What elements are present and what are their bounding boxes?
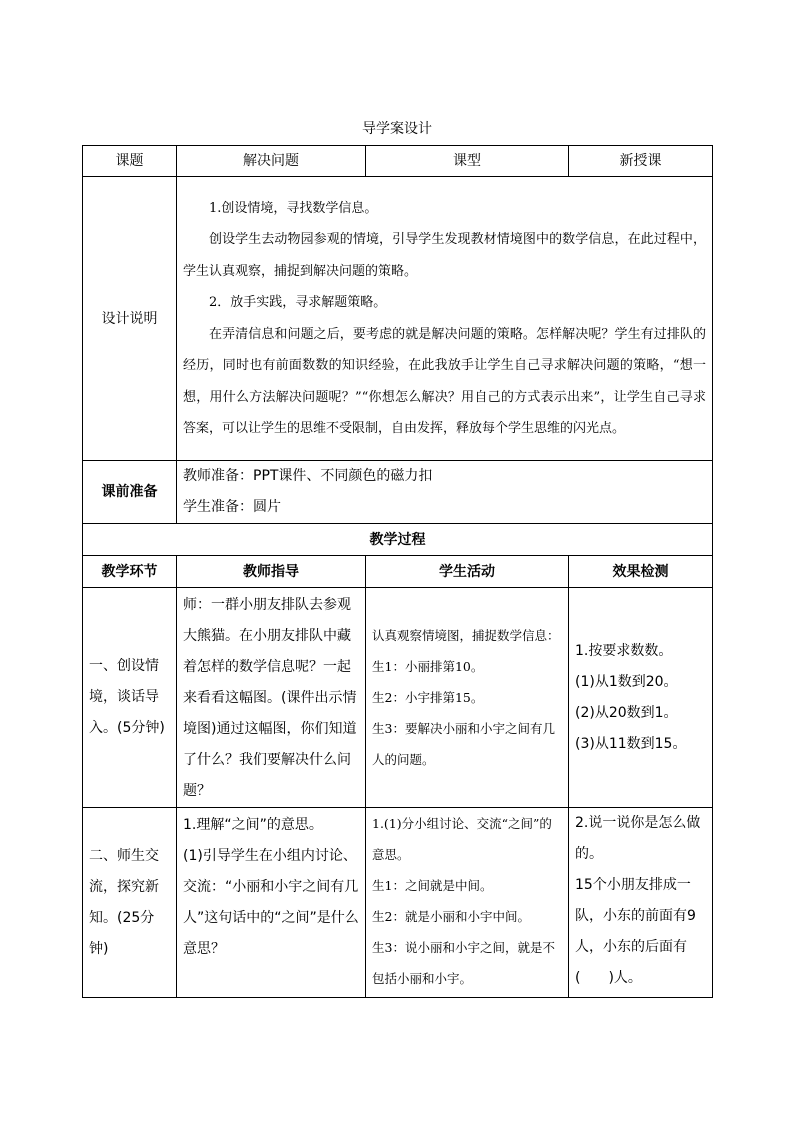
check-cell — [569, 588, 713, 808]
process-row-1 — [83, 588, 713, 808]
student-cell — [366, 588, 569, 808]
design-content — [177, 177, 713, 461]
stage-cell — [83, 808, 177, 998]
document-title: 导学案设计 — [362, 121, 432, 137]
student-line: 生1：之间就是中间。 — [372, 878, 493, 893]
teacher-cell — [177, 588, 366, 808]
design-paragraph: 2．放手实践，寻求解题策略。 — [209, 295, 387, 310]
teacher-text: 师：一群小朋友排队去参观大熊猫。在小朋友排队中藏着怎样的数学信息呢？一起来看看这幅图。(课件出示情境图)通过这幅图，你们知道了什么？我们要解决什么问题？ — [183, 597, 357, 799]
type-label: 课型 — [366, 146, 569, 177]
design-paragraph: 在弄清信息和问题之后，要考虑的就是解决问题的策略。怎样解决呢？学生有过排队的经历，同时也有前面数数的知识经验，在此我放手让学生自己寻求解决问题的策略，“想一想，用什么方法解决问题呢？”“你想怎么解决？用自己的方式表示出来”，让学生自己寻求答案，可以让学生的思维不受限制，自由发挥，释放每个学生思维的闪光点。 — [183, 326, 706, 436]
design-label: 设计说明 — [83, 177, 177, 461]
check-line: (1)从1数到20。 — [575, 673, 678, 690]
header-row — [83, 146, 713, 177]
student-line: 1.(1)分小组讨论、交流“之间”的意思。 — [372, 816, 552, 862]
student-line: 生3：说小丽和小宇之间，就是不包括小丽和小宇。 — [372, 940, 555, 986]
design-paragraph: 1.创设情境，寻找数学信息。 — [209, 200, 378, 216]
design-row — [83, 177, 713, 461]
stage-text: 一、创设情境，谈话导入。(5分钟) — [89, 658, 165, 736]
student-line: 生1：小丽排第10。 — [372, 659, 484, 674]
check-line: 2.说一说你是怎么做的。 — [575, 815, 701, 862]
student-cell — [366, 808, 569, 998]
topic-label: 课题 — [83, 146, 177, 177]
student-line: 认真观察情境图，捕捉数学信息： — [372, 628, 560, 643]
teacher-line: 1.理解“之间”的意思。 — [183, 817, 323, 833]
process-row-2 — [83, 808, 713, 998]
prep-label: 课前准备 — [83, 461, 177, 524]
student-line: 生2：小宇排第15。 — [372, 690, 484, 705]
check-cell — [569, 808, 713, 998]
topic-value: 解决问题 — [177, 146, 366, 177]
student-line: 生2：就是小丽和小宇中间。 — [372, 909, 530, 924]
stage-text: 二、师生交流，探究新知。(25分钟) — [89, 847, 159, 957]
stage-cell — [83, 588, 177, 808]
process-header-row — [83, 556, 713, 588]
prep-student: 学生准备：圆片 — [183, 499, 281, 515]
column-header-student: 学生活动 — [366, 556, 569, 588]
check-line: (2)从20数到1。 — [575, 704, 678, 721]
student-line: 生3：要解决小丽和小宇之间有几人的问题。 — [372, 721, 555, 767]
check-line: 1.按要求数数。 — [575, 642, 673, 659]
prep-teacher: 教师准备：PPT课件、不同颜色的磁力扣 — [183, 468, 433, 484]
teacher-cell — [177, 808, 366, 998]
teacher-line: (1)引导学生在小组内讨论、交流：“小丽和小宇之间有几人”这句话中的“之间”是什么意思？ — [183, 848, 359, 957]
type-value: 新授课 — [569, 146, 713, 177]
column-header-stage: 教学环节 — [83, 556, 177, 588]
lesson-plan-table — [82, 145, 713, 998]
column-header-check: 效果检测 — [569, 556, 713, 588]
process-title: 教学过程 — [83, 524, 713, 556]
design-paragraph: 创设学生去动物园参观的情境，引导学生发现教材情境图中的数学信息，在此过程中，学生认真观察，捕捉到解决问题的策略。 — [183, 232, 706, 279]
process-title-row — [83, 524, 713, 556]
prep-row — [83, 461, 713, 524]
check-line: (3)从11数到15。 — [575, 735, 687, 752]
check-line: 15个小朋友排成一队，小东的前面有9人，小东的后面有( )人。 — [575, 877, 696, 986]
column-header-teacher: 教师指导 — [177, 556, 366, 588]
prep-content — [177, 461, 713, 524]
